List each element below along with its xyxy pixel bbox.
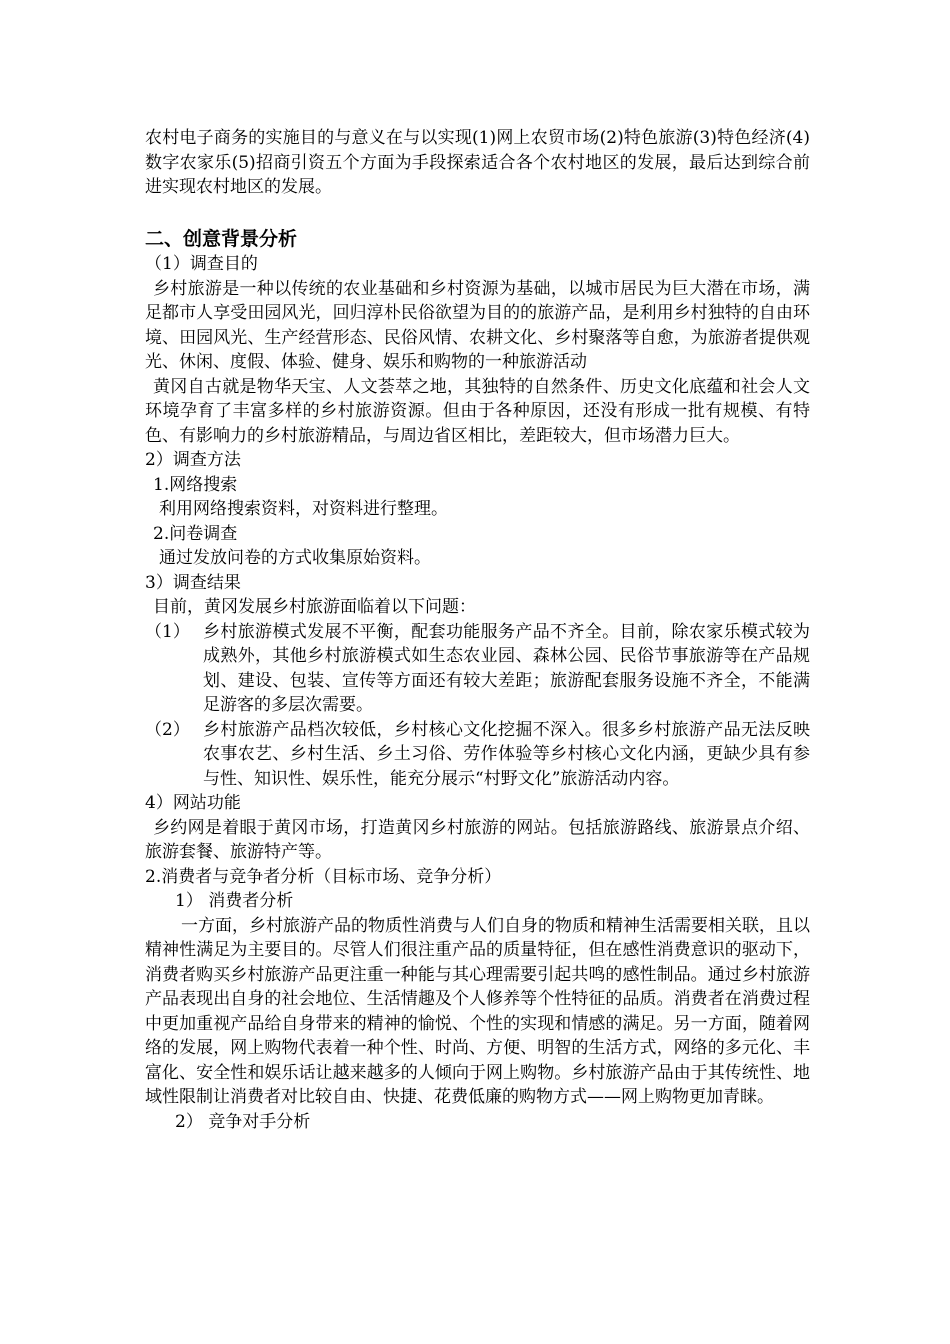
survey-result-heading: 3）调查结果: [145, 572, 241, 593]
survey-purpose-heading: （1）调查目的: [145, 254, 258, 274]
result-item-number: （1）: [145, 621, 190, 642]
website-function-text: 乡约网是着眼于黄冈市场，打造黄冈乡村旅游的网站。包括旅游路线、旅游景点介绍、旅游套餐、旅游特产等。: [145, 817, 810, 862]
survey-purpose-para2: 黄冈自古就是物华天宝、人文荟萃之地，其独特的自然条件、历史文化底蕴和社会人文环境孕育了丰富多样的乡村旅游资源。但由于各种原因，还没有形成一批有规模、有特色、有影响力的乡村旅游精品，与周边省区相比，差距较大，但市场潜力巨大。: [145, 376, 810, 446]
survey-method-heading: 2）调查方法: [145, 450, 241, 470]
section-creative-background: [145, 226, 810, 1134]
result-item-text: 乡村旅游模式发展不平衡，配套功能服务产品不齐全。目前，除农家乐模式较为成熟外，其他乡村旅游模式如生态农业园、森林公园、民俗节事旅游等在产品规划、建设、包装、宣传等方面还有较大差距；旅游配套服务设施不齐全，不能满足游客的多层次需要。: [203, 621, 810, 715]
result-item-text: 乡村旅游产品档次较低，乡村核心文化挖掘不深入。很多乡村旅游产品无法反映农事农艺、乡村生活、乡土习俗、劳作体验等乡村核心文化内涵，更缺少具有参与性、知识性、娱乐性，能充分展示“村野文化”旅游活动内容。: [203, 719, 810, 789]
intro-paragraph: [145, 126, 810, 200]
competitor-analysis-heading: 2） 竞争对手分析: [175, 1111, 311, 1132]
method-web-search-text: 利用网络搜索资料，对资料进行整理。: [159, 499, 448, 519]
method-web-search-title: 1.网络搜索: [153, 474, 238, 495]
intro-text: 农村电子商务的实施目的与意义在与以实现(1)网上农贸市场(2)特色旅游(3)特色经济(4)数字农家乐(5)招商引资五个方面为手段探索适合各个农村地区的发展，最后达到综合前进实现农村地区的发展。: [145, 128, 810, 197]
result-item-2: [145, 718, 810, 792]
result-item-1: [145, 620, 810, 718]
website-function-heading: 4）网站功能: [145, 793, 241, 813]
survey-result-intro: 目前，黄冈发展乡村旅游面临着以下问题：: [153, 597, 476, 617]
section-title: 二、创意背景分析: [145, 228, 298, 250]
method-questionnaire-text: 通过发放问卷的方式收集原始资料。: [159, 548, 431, 568]
method-questionnaire-title: 2.问卷调查: [153, 523, 238, 544]
consumer-analysis-heading: 1） 消费者分析: [175, 891, 294, 911]
consumer-competitor-heading: 2.消费者与竞争者分析（目标市场、竞争分析）: [145, 866, 502, 887]
survey-purpose-para1: 乡村旅游是一种以传统的农业基础和乡村资源为基础，以城市居民为巨大潜在市场，满足都市人享受田园风光，回归淳朴民俗欲望为目的的旅游产品，是利用乡村独特的自由环境、田园风光、生产经营形态、民俗风情、农耕文化、乡村聚落等自愈，为旅游者提供观光、休闲、度假、体验、健身、娱乐和购物的一种旅游活动: [145, 278, 810, 372]
result-item-number: （2）: [145, 719, 190, 740]
consumer-analysis-text: 一方面，乡村旅游产品的物质性消费与人们自身的物质和精神生活需要相关联，且以精神性满足为主要目的。尽管人们很注重产品的质量特征，但在感性消费意识的驱动下，消费者购买乡村旅游产品更注重一种能与其心理需要引起共鸣的感性制品。通过乡村旅游产品表现出自身的社会地位、生活情趣及个人修养等个性特征的品质。消费者在消费过程中更加重视产品给自身带来的精神的愉悦、个性的实现和情感的满足。另一方面，随着网络的发展，网上购物代表着一种个性、时尚、方便、明智的生活方式，网络的多元化、丰富化、安全性和娱乐话让越来越多的人倾向于网上购物。乡村旅游产品由于其传统性、地域性限制让消费者对比较自由、快捷、花费低廉的购物方式——网上购物更加青睐。: [145, 915, 810, 1107]
